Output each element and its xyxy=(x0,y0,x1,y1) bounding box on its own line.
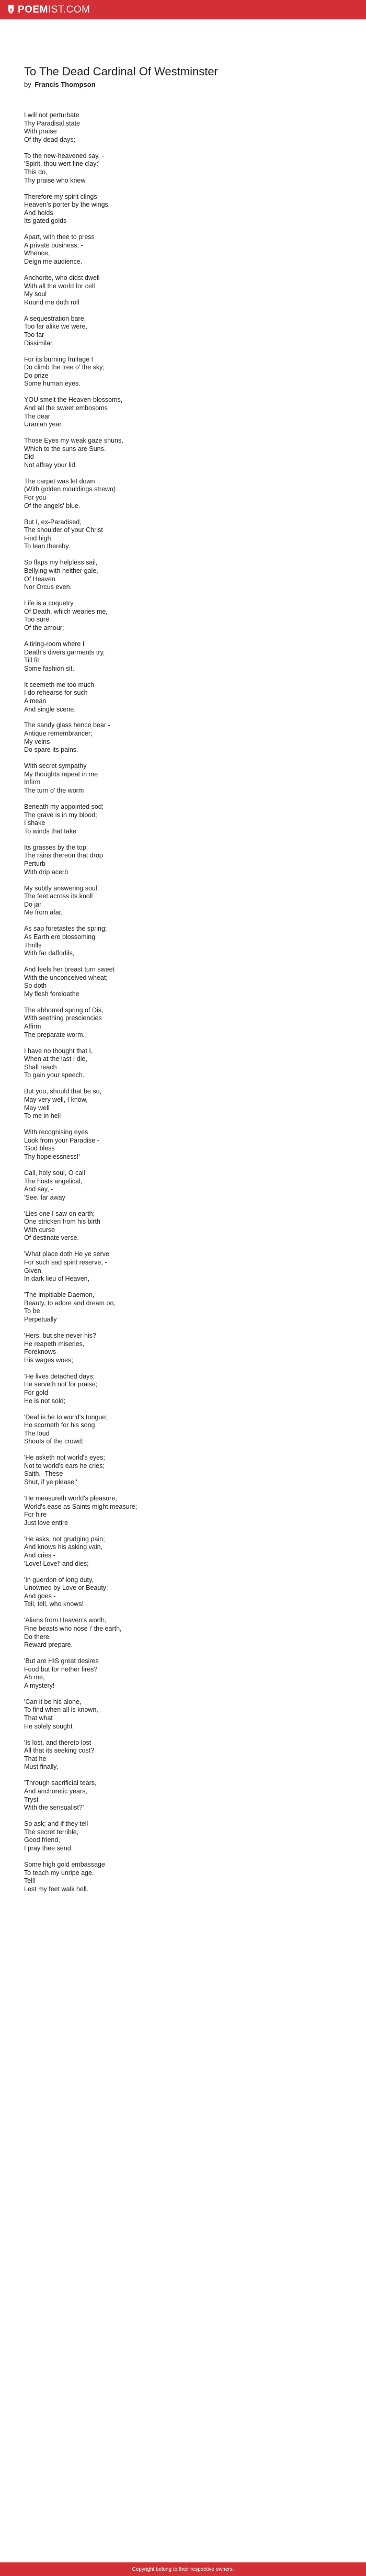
logo-wordmark xyxy=(18,4,90,16)
poem-line: Too far alike we were, xyxy=(24,323,87,331)
poem-line: My thoughts repeat in me xyxy=(24,770,98,778)
poem-line: YOU smelt the Heaven-blossoms, xyxy=(24,396,123,404)
poem-line: 'Is lost, and thereto lost xyxy=(24,1738,92,1746)
poem-line: And say, - xyxy=(24,1185,53,1193)
poem-line: Must finally, xyxy=(24,1763,59,1771)
poem-line: My soul xyxy=(24,290,47,298)
poem-line: The shoulder of your Christ xyxy=(24,526,103,534)
poem-line: Thy praise who knew. xyxy=(24,176,87,184)
poem-stanza xyxy=(24,885,366,917)
poem-line: When at the last I die, xyxy=(24,1055,87,1063)
poem-line: My flesh foreloathe xyxy=(24,990,79,998)
poem-line: Perturb xyxy=(24,860,45,867)
poem-line: Do climb the tree o' the sky; xyxy=(24,364,105,371)
poem-line: Did xyxy=(24,453,34,461)
poem-line: Life is a coquetry xyxy=(24,600,74,607)
poem-stanza xyxy=(24,356,366,388)
poem-line: With the unconceived wheat; xyxy=(24,974,108,981)
poem-line: The secret terrible, xyxy=(24,1828,79,1836)
poem-line: 'Love! Love!' and dies; xyxy=(24,1560,89,1567)
poem-line: Thy hopelessness!' xyxy=(24,1153,80,1160)
poem-line: Some fashion sit. xyxy=(24,664,74,672)
poem-stanza xyxy=(24,152,366,185)
poem-line: Death's divers garments try, xyxy=(24,648,105,656)
poem-line: With far daffodils, xyxy=(24,950,75,957)
poem-line: World's ease as Saints might measure; xyxy=(24,1502,138,1510)
poem-line: Heaven's porter by the wings, xyxy=(24,201,110,209)
poem-line: Till fit xyxy=(24,657,39,664)
poem-stanza xyxy=(24,1495,366,1527)
poem-line: To gain your speech. xyxy=(24,1071,85,1079)
poem-line: To lean thereby. xyxy=(24,543,71,550)
poem-stanza xyxy=(24,478,366,510)
poem-stanza xyxy=(24,762,366,795)
poem-line: Tell! xyxy=(24,1877,36,1885)
poem-author[interactable]: Francis Thompson xyxy=(35,81,96,88)
poem-line: And all the sweet embosoms xyxy=(24,404,108,412)
quill-pen-icon xyxy=(7,5,15,15)
site-header xyxy=(0,0,366,19)
poem-line: With seething presciencies xyxy=(24,1014,102,1022)
poem-line: And goes - xyxy=(24,1592,56,1600)
poem-line: It seemeth me too much xyxy=(24,681,95,688)
poem-stanza xyxy=(24,1535,366,1568)
logo-wordmark-thin: IST.COM xyxy=(48,4,90,15)
poem-line: He scorneth for his song xyxy=(24,1421,95,1429)
poem-line: Bellying with neither gale, xyxy=(24,567,98,575)
poem-line: Nor Orcus even. xyxy=(24,583,72,591)
poem-line: This do, xyxy=(24,168,48,176)
poem-line: Find high xyxy=(24,534,51,542)
poem-stanza xyxy=(24,111,366,144)
poem-line: Do spare its pains. xyxy=(24,746,78,754)
byline-label: by xyxy=(24,81,31,88)
poem-stanza xyxy=(24,1210,366,1242)
poem-line: Not affray your lid. xyxy=(24,461,77,469)
poem-line: The carpet was let down xyxy=(24,477,95,485)
poem-byline xyxy=(24,81,366,88)
poem-stanza xyxy=(24,233,366,266)
poem-line: Too sure xyxy=(24,616,49,624)
poem-line: Antique remembrancer; xyxy=(24,730,93,738)
site-footer xyxy=(0,2562,366,2576)
poem-stanza xyxy=(24,1861,366,1893)
poem-stanza xyxy=(24,274,366,307)
poem-line: 'He asks, not grudging pain; xyxy=(24,1535,105,1543)
poem-line: Beneath my appointed sod; xyxy=(24,803,104,811)
poem-stanza xyxy=(24,1820,366,1852)
poem-line: With secret sympathy xyxy=(24,762,87,770)
poem-stanza xyxy=(24,559,366,591)
poem-line: And single scene. xyxy=(24,705,76,713)
poem-line: So ask; and if they tell xyxy=(24,1820,88,1828)
poem-line: 'Deaf is he to world's tongue; xyxy=(24,1413,108,1421)
poem-line: So flaps my helpless sail, xyxy=(24,559,98,567)
poem-line: Those Eyes my weak gaze shuns, xyxy=(24,437,123,445)
poem-line: To teach my unripe age. xyxy=(24,1869,94,1877)
poem-line: Shut, if ye please;' xyxy=(24,1478,77,1486)
poem-line: For its burning fruitage I xyxy=(24,355,94,363)
poem-line: My subtly answering soul; xyxy=(24,884,99,892)
poem-stanza xyxy=(24,1576,366,1609)
poem-line: In dark lieu of Heaven, xyxy=(24,1275,90,1283)
poem-line: 'What place doth He ye serve xyxy=(24,1250,109,1258)
poem-line: To find when all is known, xyxy=(24,1706,98,1714)
poem-line: Lest my feet walk hell. xyxy=(24,1885,88,1893)
poem-line: For gold xyxy=(24,1388,48,1396)
poem-stanza xyxy=(24,1414,366,1446)
poem-line: Unowned by Love or Beauty; xyxy=(24,1584,108,1592)
poem-line: A mystery! xyxy=(24,1681,55,1689)
poem-line: Shouts of the crowd; xyxy=(24,1438,84,1445)
poem-line: The preparate worm. xyxy=(24,1031,85,1038)
poem-line: With recognising eyes xyxy=(24,1128,88,1136)
poem-line: May very well, I know, xyxy=(24,1095,88,1103)
poem-line: The abhorred spring of Dis, xyxy=(24,1006,104,1014)
poem-stanza xyxy=(24,803,366,835)
poem-line: Too far xyxy=(24,331,44,339)
poem-line: With all the world for cell xyxy=(24,282,95,290)
poem-line: The sandy glass hence bear - xyxy=(24,721,110,729)
poem-line: Of Heaven xyxy=(24,575,55,583)
poem-line: One stricken from his birth xyxy=(24,1218,100,1226)
poem-stanza xyxy=(24,1454,366,1486)
poem-stanza xyxy=(24,518,366,551)
poem-line: And feels her breast turn sweet xyxy=(24,966,115,974)
poem-line: The loud xyxy=(24,1429,50,1437)
poem-line: Affirm xyxy=(24,1023,41,1031)
poem-line: Do jar xyxy=(24,900,42,908)
poem-line: Ah me, xyxy=(24,1674,45,1681)
poem-line: Its grasses by the top; xyxy=(24,843,88,851)
poem-title: To The Dead Cardinal Of Westminster xyxy=(24,65,218,78)
poem-line: 'Aliens from Heaven's worth, xyxy=(24,1617,107,1624)
poem-line: Which to the suns are Suns. xyxy=(24,445,106,453)
poem-body xyxy=(24,111,366,1893)
poem-line: A sequestration bare. xyxy=(24,314,86,322)
poem-line: Tryst xyxy=(24,1795,39,1803)
poem-stanza xyxy=(24,193,366,225)
poem-line: Therefore my spirit clings xyxy=(24,193,97,200)
poem-line: Of destinate verse. xyxy=(24,1234,79,1242)
poem-line: Beauty, to adore and dream on, xyxy=(24,1299,116,1307)
poem-line: With praise xyxy=(24,128,57,135)
poem-line: Thy Paradisal state xyxy=(24,119,80,127)
poem-line: That he xyxy=(24,1755,47,1762)
poem-line: To me in hell xyxy=(24,1112,61,1120)
poem-line: Deign me audience. xyxy=(24,258,83,266)
poem-line: And holds xyxy=(24,209,53,217)
poem-line: Of the angels' blue. xyxy=(24,502,81,510)
poem-line: A private business; - xyxy=(24,241,83,249)
poem-stanza xyxy=(24,966,366,998)
poem-line: 'He measureth world's pleasure, xyxy=(24,1495,117,1502)
poem-line: Tell, tell, who knows! xyxy=(24,1600,84,1608)
poem-line: My veins xyxy=(24,738,50,745)
poem-line: Food but for nether fires? xyxy=(24,1665,98,1673)
logo-wordmark-bold: POEM xyxy=(18,4,48,15)
poem-line: 'Through sacrificial tears, xyxy=(24,1779,97,1787)
poem-stanza xyxy=(24,1128,366,1161)
poem-line: Thrills xyxy=(24,941,42,949)
poem-line: Not to world's ears he cries; xyxy=(24,1462,105,1470)
poem-stanza xyxy=(24,1291,366,1324)
poem-line: As sap foretastes the spring; xyxy=(24,925,107,933)
poem-line: And cries - xyxy=(24,1551,55,1559)
poem-line: 'In guerdon of long duty, xyxy=(24,1576,94,1584)
poem-line: Reward prepare. xyxy=(24,1641,73,1649)
poem-line: And knows his asking vain, xyxy=(24,1543,103,1551)
poem-line: Apart, with thee to press xyxy=(24,233,95,241)
poem-line: To be xyxy=(24,1307,40,1315)
poem-line: 'Spirit, thou wert fine clay:' xyxy=(24,160,100,168)
poem-line: For hire xyxy=(24,1511,47,1519)
poem-line: Call, holy soul, O call xyxy=(24,1169,85,1177)
poem-line: Of thy dead days; xyxy=(24,135,75,143)
poem-stanza xyxy=(24,1657,366,1690)
poem-line: Saith, -These xyxy=(24,1470,63,1478)
poem-stanza xyxy=(24,1617,366,1649)
poem-line: Round me doth roll xyxy=(24,298,79,306)
poem-line: 'Can it be his alone, xyxy=(24,1698,82,1705)
poem-line: The dear xyxy=(24,412,51,420)
poem-line: 'The impitiable Daemon, xyxy=(24,1291,95,1299)
poem-line: So doth xyxy=(24,982,47,990)
poem-line: But you, should that be so, xyxy=(24,1088,102,1095)
poem-line: The rains thereon that drop xyxy=(24,852,103,860)
poem-stanza xyxy=(24,1373,366,1405)
poem-stanza xyxy=(24,1698,366,1731)
poem-line: Infirm xyxy=(24,778,41,786)
poem-stanza xyxy=(24,844,366,876)
poem-line: Shall reach xyxy=(24,1063,57,1071)
poem-line: 'He asketh not world's eyes; xyxy=(24,1454,105,1462)
poem-line: With the sensualist?' xyxy=(24,1804,84,1812)
poem-line: Anchorite, who didst dwell xyxy=(24,274,100,282)
poem-line: But I, ex-Paradised, xyxy=(24,518,82,526)
poem-line: To winds that take xyxy=(24,827,77,835)
poem-line: With drip acerb xyxy=(24,868,68,876)
poem-line: The grave is in my blood; xyxy=(24,811,97,819)
poem-line: 'God bless xyxy=(24,1145,55,1153)
poem-line: Given, xyxy=(24,1267,43,1274)
poem-line: Do prize xyxy=(24,371,49,379)
poem-line: Dissimilar. xyxy=(24,339,54,347)
poem-line: He serveth not for praise; xyxy=(24,1381,98,1388)
poem-line: (With golden mouldings strewn) xyxy=(24,485,116,493)
poem-stanza xyxy=(24,315,366,347)
poem-line: Do there xyxy=(24,1633,49,1641)
poem-line: For such sad spirit reserve, - xyxy=(24,1259,107,1267)
poem-line: May well xyxy=(24,1104,50,1112)
poem-line: Some high gold embassage xyxy=(24,1860,105,1868)
poem-line: Uranian year. xyxy=(24,421,63,428)
poem-line: Look from your Paradise - xyxy=(24,1136,99,1144)
poem-line: A tiring-room where I xyxy=(24,640,85,648)
poem-stanza xyxy=(24,1047,366,1080)
poem-stanza xyxy=(24,1007,366,1039)
poem-line: Just love entire xyxy=(24,1519,68,1527)
poem-line: 'He lives detached days; xyxy=(24,1372,95,1380)
poem-line: For you xyxy=(24,494,47,502)
site-logo[interactable] xyxy=(7,4,90,16)
poem-line: Fine beasts who nose i' the earth, xyxy=(24,1624,122,1632)
poem-line: I will not perturbate xyxy=(24,111,79,119)
poem-line: The hosts angelical, xyxy=(24,1177,83,1185)
poem-line: 'Lies one I saw on earth; xyxy=(24,1210,95,1217)
poem-line: Of Death, which wearies me, xyxy=(24,607,108,615)
poem-line: Me from afar. xyxy=(24,909,63,917)
poem-line: And anchoretic years, xyxy=(24,1787,87,1795)
poem-line: I have no thought that I, xyxy=(24,1047,93,1055)
poem-stanza xyxy=(24,600,366,632)
copyright-notice: Copyright belong to their respective owners. xyxy=(132,2566,234,2572)
poem-line: Whence, xyxy=(24,250,50,257)
poem-stanza xyxy=(24,437,366,469)
poem-stanza xyxy=(24,640,366,673)
poem-line: Perpetually xyxy=(24,1315,57,1323)
poem-stanza xyxy=(24,1739,366,1771)
poem-line: I shake xyxy=(24,819,45,827)
poem-line: Its gated golds xyxy=(24,217,67,225)
poem-stanza xyxy=(24,1088,366,1120)
poem-line: With curse xyxy=(24,1226,55,1234)
poem-stanza xyxy=(24,1332,366,1364)
poem-line: He is not sold; xyxy=(24,1397,66,1405)
poem-line: 'Hers, but she never his? xyxy=(24,1331,96,1339)
poem-line: As Earth ere blossoming xyxy=(24,933,96,941)
poem-line: 'But are HIS great desires xyxy=(24,1657,99,1665)
poem-line: He reapeth miseries, xyxy=(24,1340,85,1348)
poem-line: 'See, far away xyxy=(24,1193,65,1201)
poem-line: That what xyxy=(24,1714,53,1722)
poem-line: I do rehearse for such xyxy=(24,689,88,697)
poem-line: To the new-heavened say, - xyxy=(24,152,104,160)
poem-line: His wages woes; xyxy=(24,1356,73,1364)
poem-line: Good friend, xyxy=(24,1836,60,1844)
poem-line: All that its seeking cost? xyxy=(24,1747,95,1755)
poem-line: He solely sought xyxy=(24,1722,73,1730)
poem-stanza xyxy=(24,396,366,428)
poem-line: Some human eyes. xyxy=(24,380,81,388)
main-content xyxy=(0,19,366,1893)
poem-stanza xyxy=(24,925,366,957)
poem-stanza xyxy=(24,681,366,714)
poem-line: The feet across its knoll xyxy=(24,892,93,900)
poem-stanza xyxy=(24,1779,366,1812)
poem-line: Of the amour; xyxy=(24,624,64,631)
poem-stanza xyxy=(24,1250,366,1283)
poem-line: I pray thee send xyxy=(24,1844,71,1852)
poem-line: The turn o' the worm xyxy=(24,787,84,795)
poem-stanza xyxy=(24,1169,366,1202)
poem-line: Foreknows xyxy=(24,1348,56,1356)
poem-line: A mean xyxy=(24,697,47,705)
poem-stanza xyxy=(24,721,366,754)
